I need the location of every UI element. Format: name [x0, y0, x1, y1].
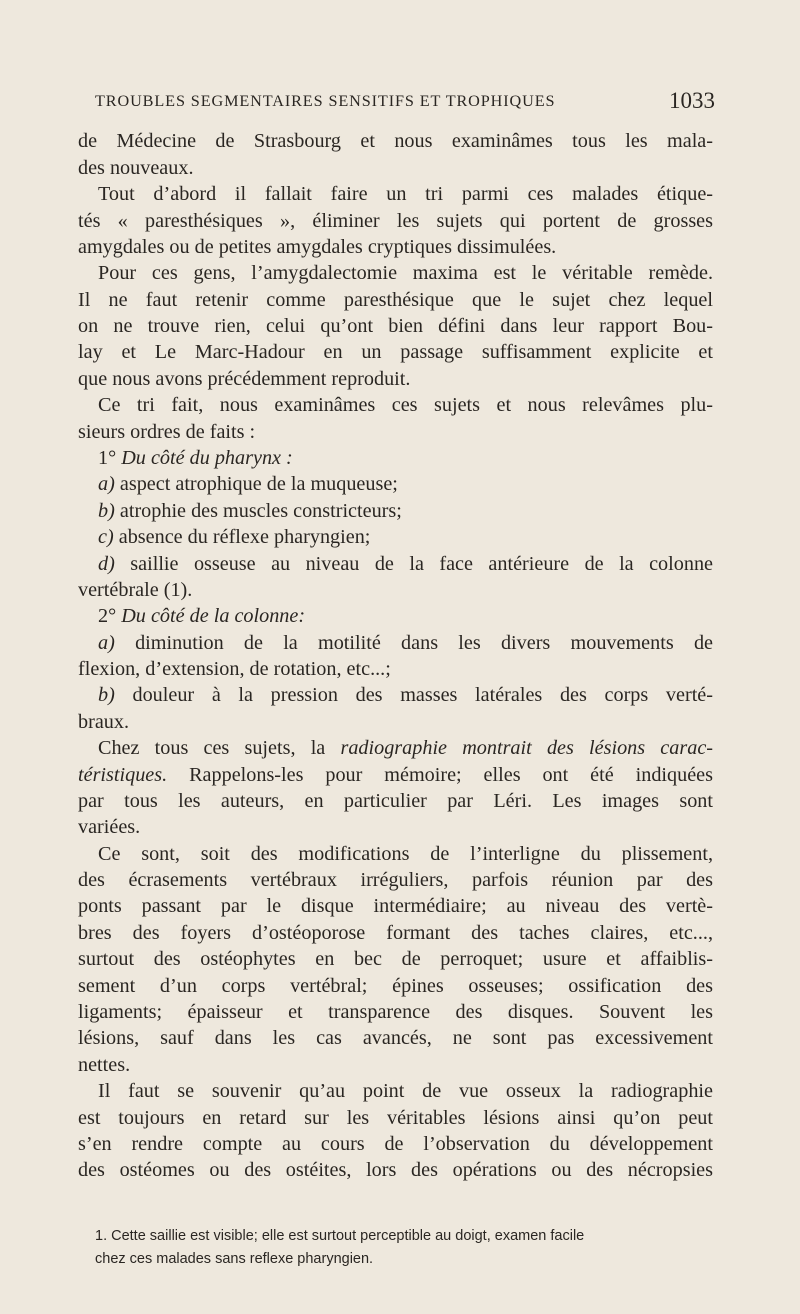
enum-marker: c): [98, 526, 119, 548]
enum-marker: 2°: [98, 605, 122, 627]
text-line: téristiques. Rappelons-les pour mémoire; elles ont été indiquées: [78, 764, 713, 786]
text-line: des nouveaux.: [78, 157, 194, 179]
text-line: c) absence du réflexe pharyngien;: [98, 526, 371, 548]
heading-colonne: [98, 603, 305, 630]
text-line: Pour ces gens, l’amygdalectomie maxima est le véritable remède.: [98, 262, 713, 284]
text-line: par tous les auteurs, en particulier par Léri. Les images sont: [78, 790, 713, 812]
text-line: des ostéomes ou des ostéites, lors des opérations ou des nécropsies: [78, 1159, 713, 1181]
text-line: vertébrale (1).: [78, 579, 193, 601]
page-header: [95, 88, 715, 116]
text-line: Ce tri fait, nous examinâmes ces sujets et nous relevâmes plu-: [98, 394, 713, 416]
enum-marker: b): [98, 684, 133, 706]
text-line: a) diminution de la motilité dans les divers mouvements de: [98, 632, 713, 654]
page-number: 1033: [669, 88, 715, 113]
text-line: est toujours en retard sur les véritables lésions ainsi qu’on peut: [78, 1107, 713, 1129]
text-line: Il ne faut retenir comme paresthésique que le sujet chez lequel: [78, 289, 713, 311]
text-line: b) douleur à la pression des masses latérales des corps verté-: [98, 684, 713, 706]
text-line: des écrasements vertébraux irréguliers, parfois réunion par des: [78, 869, 713, 891]
enum-marker: b): [98, 500, 120, 522]
enum-marker: d): [98, 553, 131, 575]
text-line: variées.: [78, 816, 141, 838]
enum-marker: a): [98, 632, 136, 654]
heading-pharynx: [98, 445, 293, 472]
text-line: amygdales ou de petites amygdales cryptiques dissimulées.: [78, 236, 557, 258]
text-line: a) aspect atrophique de la muqueuse;: [98, 473, 398, 495]
text-line: Chez tous ces sujets, la radiographie montrait des lésions carac-: [98, 737, 713, 759]
text-line: on ne trouve rien, celui qu’ont bien défini dans leur rapport Bou-: [78, 315, 713, 337]
footnote: [95, 1225, 715, 1271]
text-line: lay et Le Marc-Hadour en un passage suffisamment explicite et: [78, 341, 713, 363]
text-line: ligaments; épaisseur et transparence des disques. Souvent les: [78, 1001, 713, 1023]
text-line: surtout des ostéophytes en bec de perroquet; usure et affaiblis-: [78, 948, 713, 970]
running-title: TROUBLES SEGMENTAIRES SENSITIFS ET TROPHIQUES: [95, 92, 556, 110]
text-line: sieurs ordres de faits :: [78, 421, 256, 443]
text-line: b) atrophie des muscles constricteurs;: [98, 500, 402, 522]
text-line: de Médecine de Strasbourg et nous examinâmes tous les mala-: [78, 130, 713, 152]
footnote-line: 1. Cette saillie est visible; elle est surtout perceptible au doigt, examen facile: [95, 1228, 585, 1244]
footnote-line: chez ces malades sans reflexe pharyngien.: [95, 1251, 374, 1267]
enum-marker: 1°: [98, 447, 122, 469]
text-line: ponts passant par le disque intermédiaire; au niveau des vertè-: [78, 895, 713, 917]
text-line: lésions, sauf dans les cas avancés, ne sont pas excessivement: [78, 1027, 713, 1049]
text-line: s’en rendre compte au cours de l’observation du développement: [78, 1133, 713, 1155]
italic-heading: Du côté du pharynx :: [121, 447, 293, 469]
text-line: braux.: [78, 711, 130, 733]
text-line: bres des foyers d’ostéoporose formant des taches claires, etc...,: [78, 922, 713, 944]
italic-heading: Du côté de la colonne:: [121, 605, 306, 627]
text-line: que nous avons précédemment reproduit.: [78, 368, 411, 390]
text-line: tés « paresthésiques », éliminer les sujets qui portent de grosses: [78, 210, 713, 232]
text-line: nettes.: [78, 1054, 131, 1076]
text-line: flexion, d’extension, de rotation, etc...;: [78, 658, 391, 680]
text-line: Tout d’abord il fallait faire un tri parmi ces malades étique-: [98, 183, 713, 205]
text-line: Il faut se souvenir qu’au point de vue osseux la radiographie: [98, 1080, 713, 1102]
italic-phrase: radiographie montrait des lésions carac-: [340, 737, 713, 759]
italic-phrase: téristiques.: [78, 764, 168, 786]
text-line: d) saillie osseuse au niveau de la face antérieure de la colonne: [98, 553, 713, 575]
text-line: sement d’un corps vertébral; épines osseuses; ossification des: [78, 975, 713, 997]
enum-marker: a): [98, 473, 120, 495]
text-line: Ce sont, soit des modifications de l’interligne du plissement,: [98, 843, 713, 865]
